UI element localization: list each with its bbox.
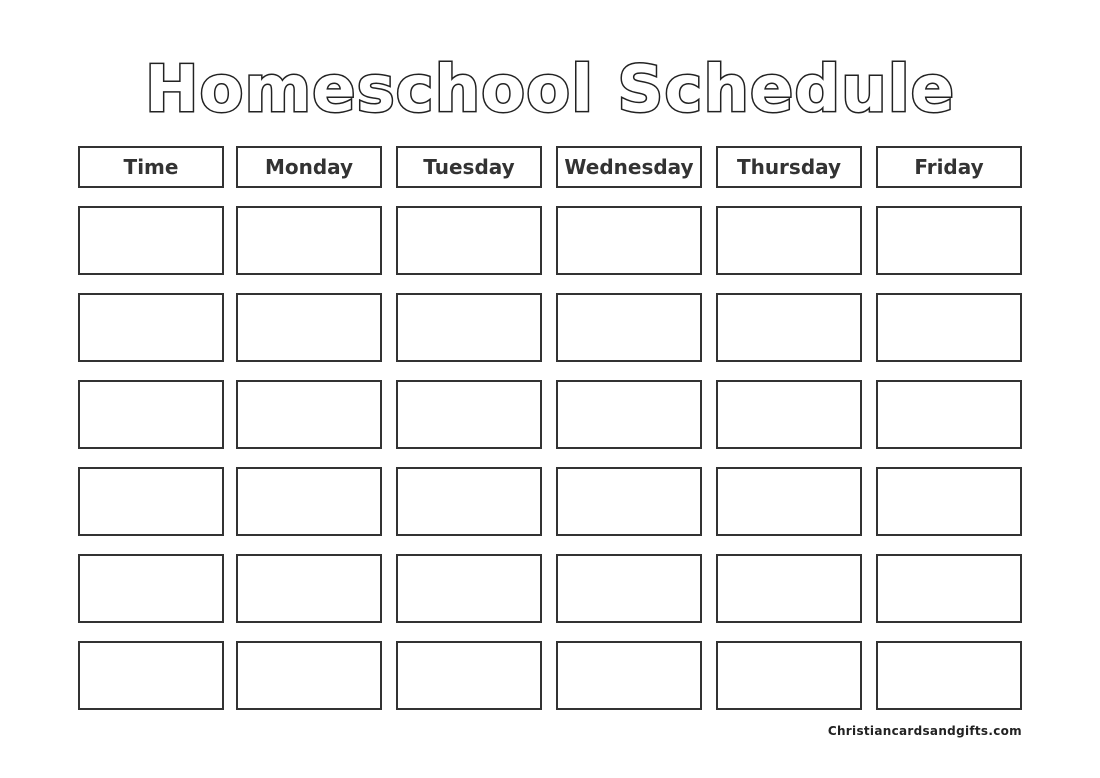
schedule-cell <box>78 554 224 623</box>
schedule-cell <box>236 554 382 623</box>
schedule-cell <box>556 293 702 362</box>
schedule-cell <box>716 554 862 623</box>
schedule-cell <box>716 467 862 536</box>
schedule-cell <box>396 467 542 536</box>
schedule-cell <box>236 641 382 710</box>
schedule-cell <box>236 206 382 275</box>
schedule-cell <box>396 293 542 362</box>
schedule-cell <box>556 380 702 449</box>
header-cell-friday: Friday <box>876 146 1022 188</box>
header-cell-wednesday: Wednesday <box>556 146 702 188</box>
header-cell-tuesday: Tuesday <box>396 146 542 188</box>
page-title: Homeschool Schedule <box>144 53 956 127</box>
schedule-cell <box>236 380 382 449</box>
header-cell-time: Time <box>78 146 224 188</box>
schedule-cell <box>556 554 702 623</box>
schedule-cell <box>396 380 542 449</box>
schedule-cell <box>716 641 862 710</box>
schedule-cell <box>556 641 702 710</box>
schedule-cell <box>876 293 1022 362</box>
schedule-cell <box>78 206 224 275</box>
schedule-cell <box>876 554 1022 623</box>
header-cell-thursday: Thursday <box>716 146 862 188</box>
schedule-cell <box>716 206 862 275</box>
header-cell-monday: Monday <box>236 146 382 188</box>
schedule-cell <box>396 206 542 275</box>
schedule-cell <box>78 293 224 362</box>
schedule-cell <box>876 641 1022 710</box>
schedule-cell <box>78 641 224 710</box>
schedule-cell <box>716 293 862 362</box>
schedule-cell <box>556 206 702 275</box>
schedule-cell <box>236 293 382 362</box>
schedule-cell <box>78 467 224 536</box>
schedule-cell <box>236 467 382 536</box>
schedule-cell <box>78 380 224 449</box>
schedule-cell <box>556 467 702 536</box>
schedule-cell <box>396 554 542 623</box>
schedule-cell <box>876 467 1022 536</box>
schedule-cell <box>876 206 1022 275</box>
schedule-cell <box>396 641 542 710</box>
schedule-cell <box>716 380 862 449</box>
schedule-cell <box>876 380 1022 449</box>
footer-website: Christiancardsandgifts.com <box>827 724 1022 738</box>
